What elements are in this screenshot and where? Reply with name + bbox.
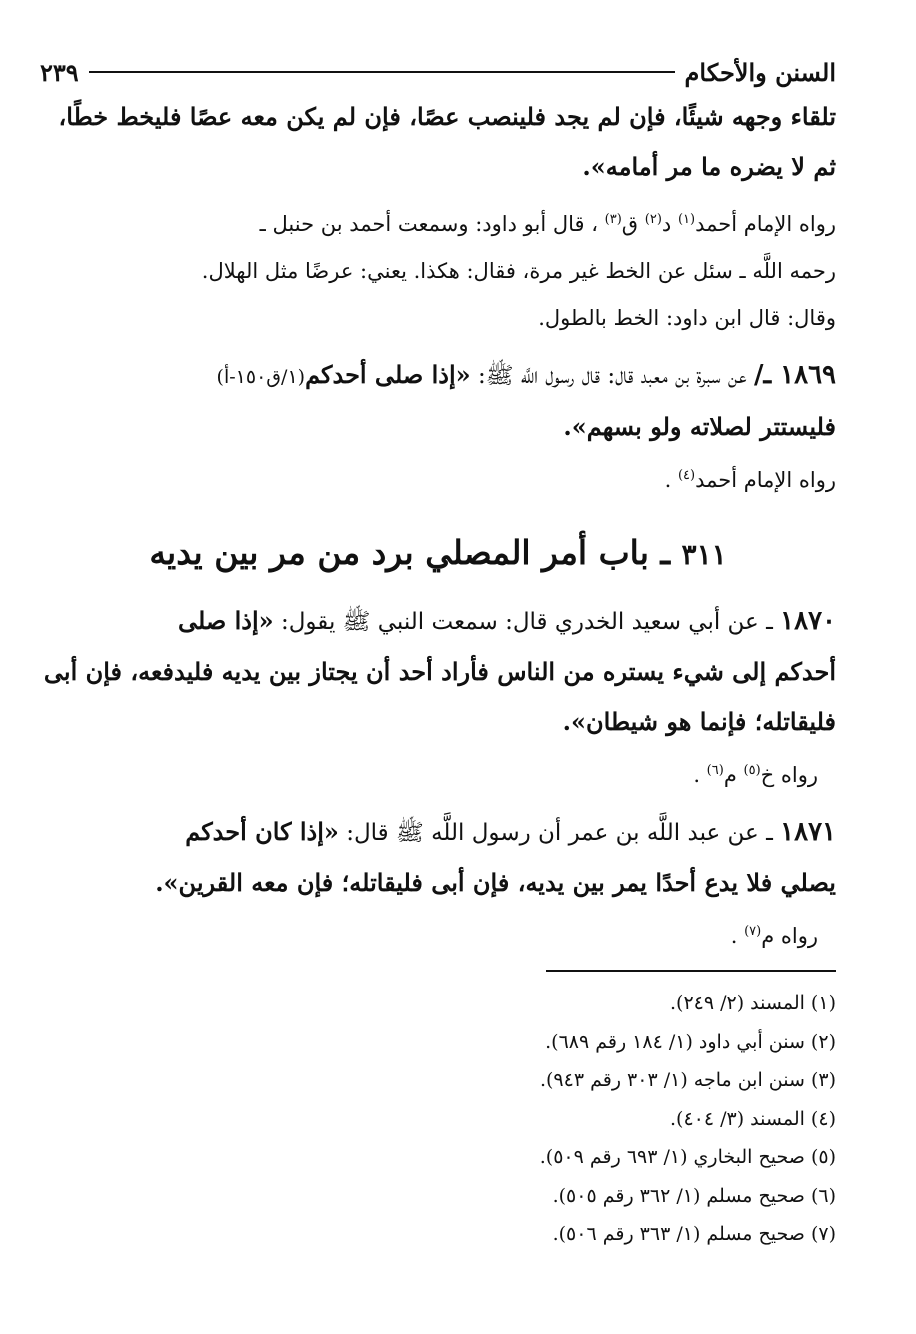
chapter-heading [40,530,836,578]
narration-1868-line-2: رحمه اللَّه ـ سئل عن الخط غير مرة، فقال: هكذا. يعني: عرضًا مثل الهلال. [201,259,836,283]
hadith-1871 [40,807,836,960]
footnote-ref: (٤) [677,468,696,483]
narration-text: رواه الإمام أحمد [695,212,836,236]
footnote-ref: (٣) [604,212,622,227]
footnote-separator [546,970,836,972]
hadith-isnad: ـ عن عبد اللَّه بن عمر أن رسول اللَّه ﷺ قال: [338,820,781,846]
narration-text: رواه م [761,924,818,948]
header-rule [89,71,675,73]
narration-text: د [661,212,678,236]
hadith-matn-line-2: فليستتر لصلاته ولو بسهم». [563,412,836,441]
narration-text: ق [621,212,645,236]
hadith-isnad: عن سبرة بن معبد قال: قال رسول اللَّه ﷺ: [470,363,754,389]
narration-1868-line-3: وقال: قال ابن داود: الخط بالطول. [538,306,836,330]
hadith-number: ١٨٧١ [780,817,836,847]
narration-text: . [664,468,678,492]
narration-text: ، قال أبو داود: وسمعت أحمد بن حنبل ـ [259,212,605,236]
footnote: (٢) سنن أبي داود (١/ ١٨٤ رقم ٦٨٩). [545,1030,836,1053]
footnote: (٣) سنن ابن ماجه (١/ ٣٠٣ رقم ٩٤٣). [539,1069,836,1091]
hadith-1870 [40,596,836,799]
chapter-title: ـ باب أمر المصلي برد من مر بين يديه [149,533,682,572]
hadith-matn-line-2: يصلي فلا يدع أحدًا يمر بين يديه، فإن أبى فليقاتله؛ فإن معه القرين». [155,868,836,897]
narration-1870 [40,747,836,799]
narration-text: رواه الإمام أحمد [695,468,836,492]
hadith-number: ١٨٦٩ ـ/ [753,360,836,390]
narration-text: رواه خ [760,763,818,787]
footnote-ref: (٦) [706,763,724,778]
hadith-matn-line-3: فليقاتله؛ فإنما هو شيطان». [562,707,836,736]
page-number: ٢٣٩ [40,57,79,87]
running-header [40,52,836,92]
footnote: (٦) صحيح مسلم (١/ ٣٦٢ رقم ٥٠٥). [552,1184,836,1207]
continued-text-line-1: تلقاء وجهه شيئًا، فإن لم يجد فلينصب عصًا، فإن لم يكن معه عصًا فليخط خطًا، [58,102,836,131]
footnote-ref: (٧) [744,924,762,939]
footnotes [40,984,836,1254]
hadith-number: ١٨٧٠ [780,606,836,636]
footnote: (٥) صحيح البخاري (١/ ٦٩٣ رقم ٥٠٩). [539,1146,836,1168]
footnote-ref: (١) [677,212,696,227]
manuscript-reference: (١/ق١٥٠-أ) [216,366,306,388]
hadith-matn-line-2: أحدكم إلى شيء يستره من الناس فأراد أحد أن يجتاز بين يديه فليدفعه، فإن أبى [43,657,836,686]
book-title: السنن والأحكام [684,57,836,87]
narration-text: . [730,924,745,948]
hadith-matn: «إذا كان أحدكم [185,817,339,846]
narration-text: . [693,763,707,787]
footnote-ref: (٥) [743,763,761,778]
narration-1868 [40,196,836,248]
chapter-number: ٣١١ [681,538,727,571]
footnote: (١) المسند (٢/ ٢٤٩). [669,992,836,1014]
footnote-ref: (٢) [644,212,662,227]
narration-1871 [40,908,836,960]
footnote: (٧) صحيح مسلم (١/ ٣٦٣ رقم ٥٠٦). [552,1223,836,1245]
book-page [40,52,836,1254]
hadith-isnad: ـ عن أبي سعيد الخدري قال: سمعت النبي ﷺ يقول: [273,609,781,635]
continued-text-line-2: ثم لا يضره ما مر أمامه». [582,152,836,181]
hadith-matn: «إذا صلى أحدكم [305,360,471,389]
narration-text: م [723,763,744,787]
footnote: (٤) المسند (٣/ ٤٠٤). [669,1107,836,1130]
hadith-matn: «إذا صلى [177,606,274,635]
hadith-1869 [40,350,836,504]
narration-1869 [40,452,836,504]
